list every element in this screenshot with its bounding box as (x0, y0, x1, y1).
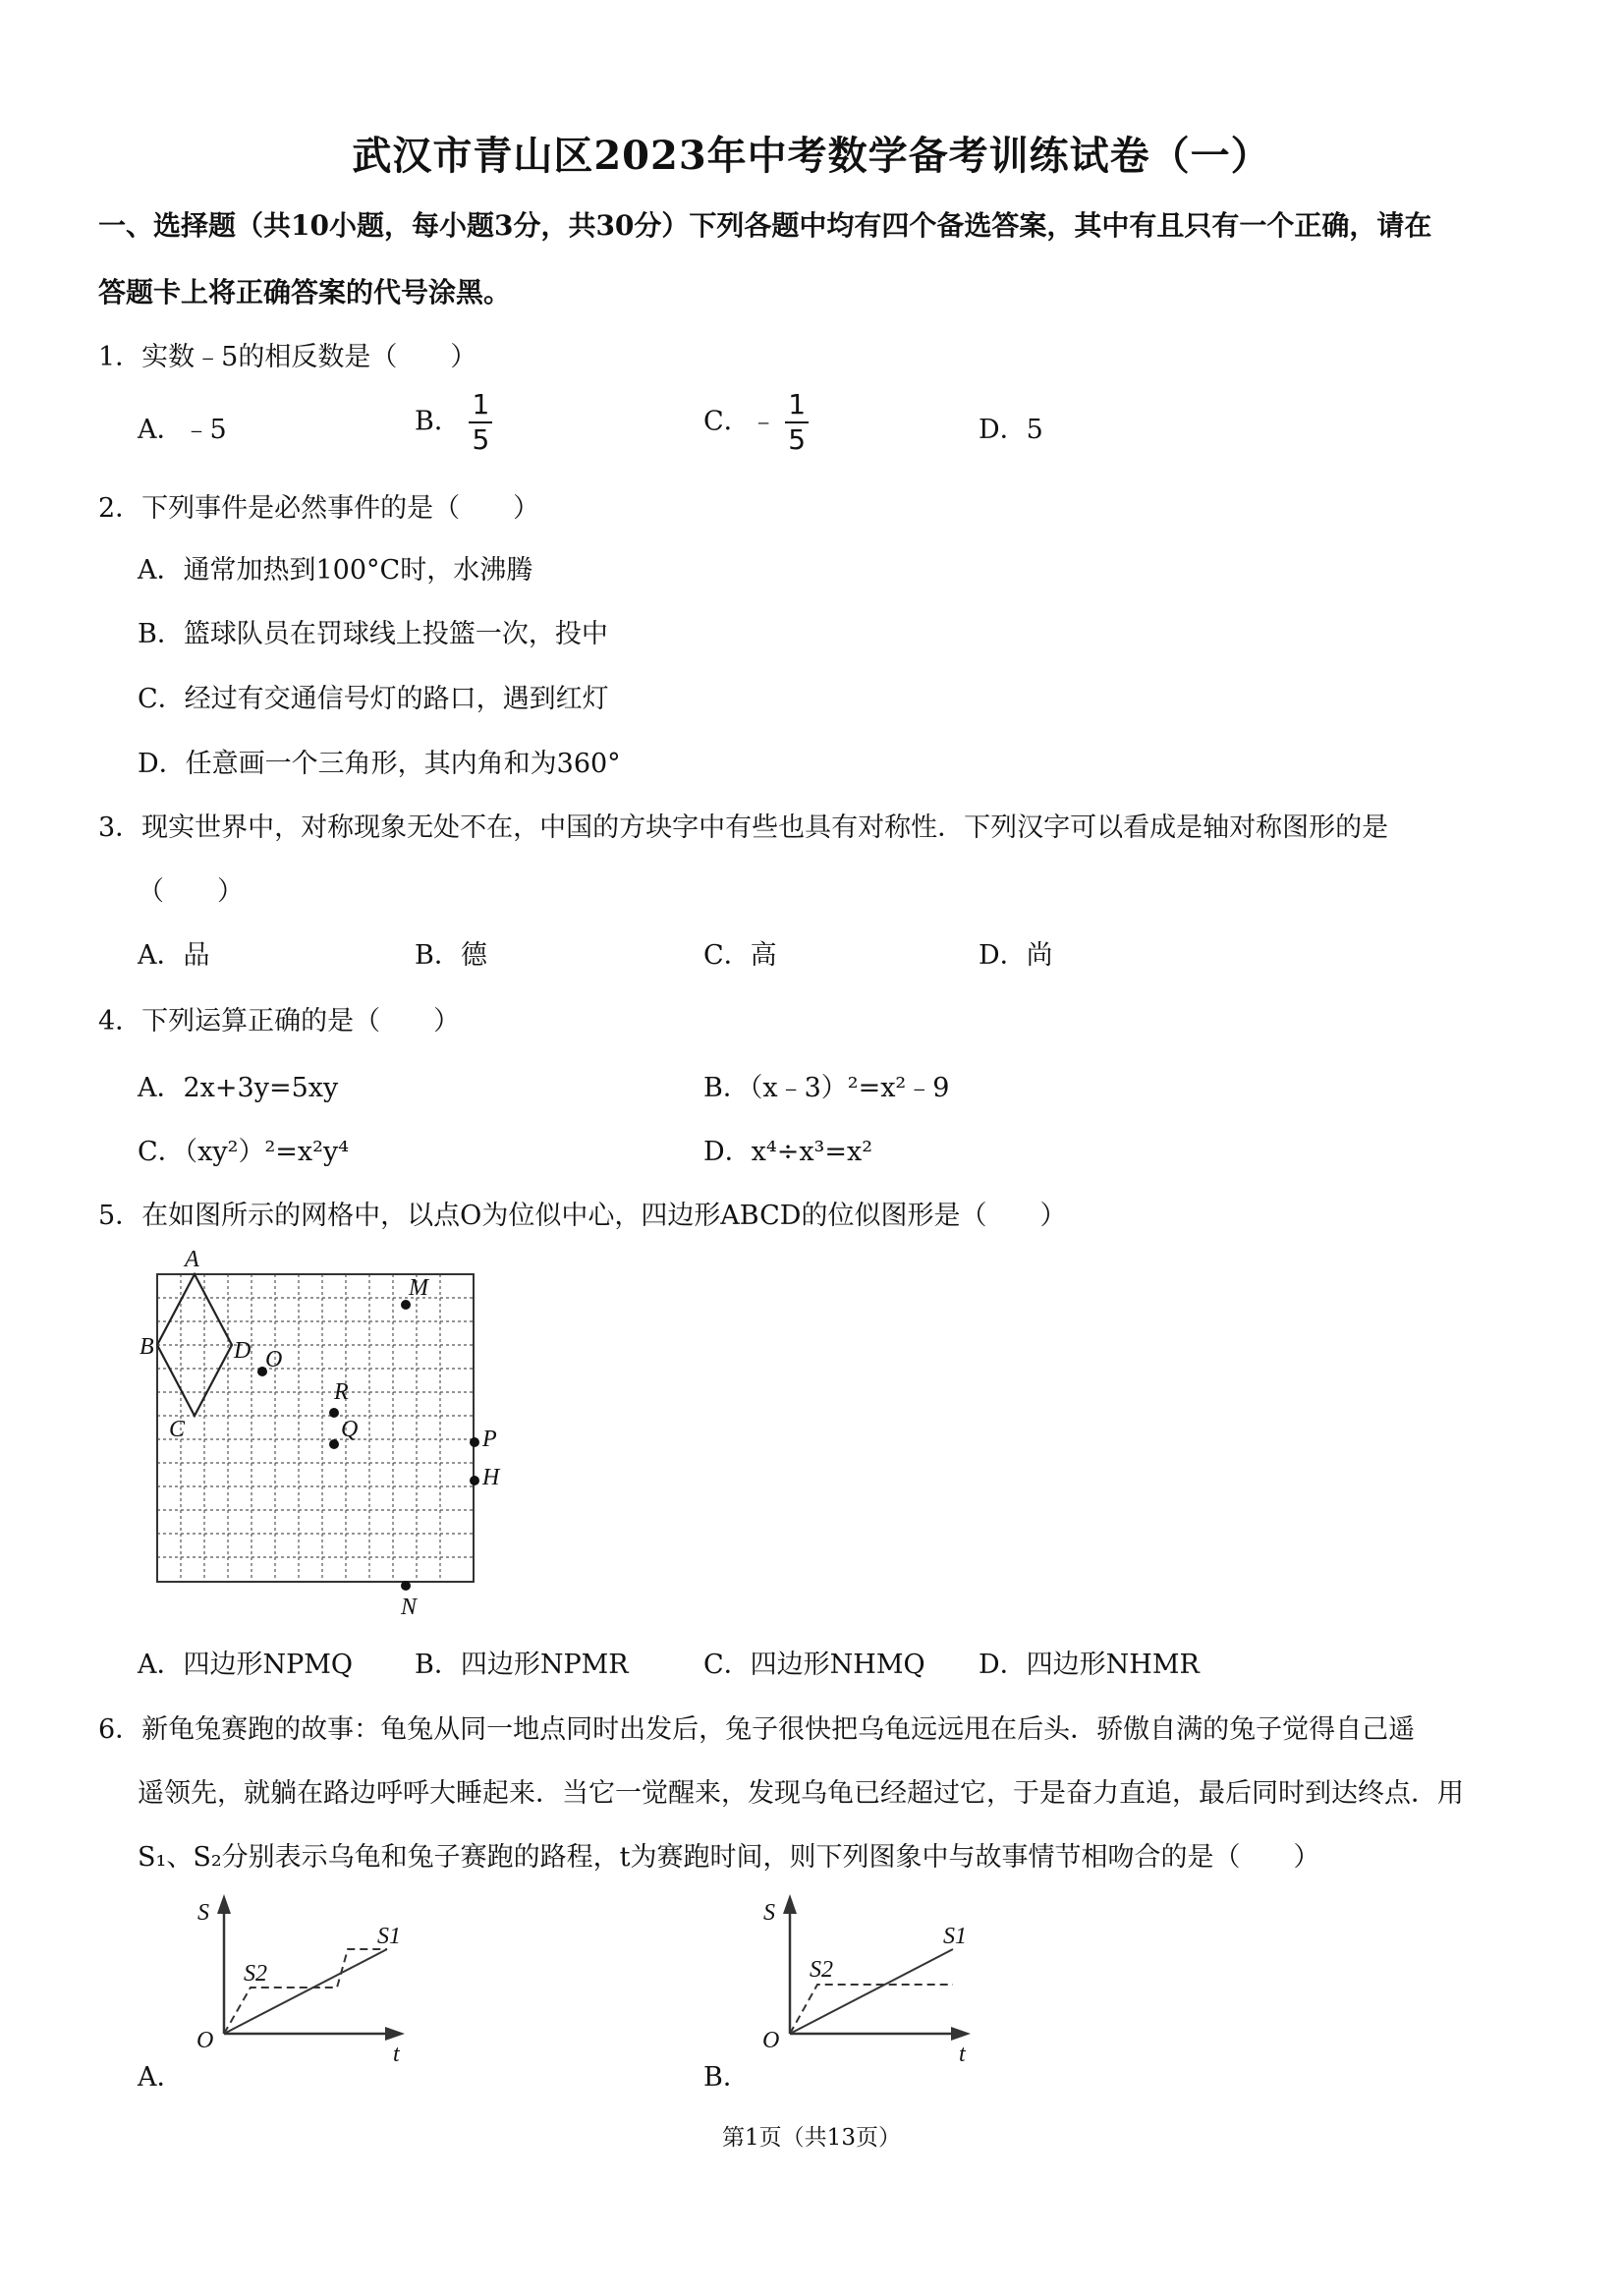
q6a-y-arrow (217, 1894, 231, 1914)
q5-point-q (329, 1439, 339, 1449)
q6a-label-t: t (393, 2042, 400, 2067)
q6a-label-s2: S2 (244, 1961, 267, 1987)
q2-option-a: A．通常加热到100°C时，水沸腾 (138, 555, 533, 586)
q1-stem: 1．实数﹣5的相反数是（ ） (98, 342, 477, 372)
q5-point-p (470, 1437, 479, 1447)
q5-label-d: D (234, 1338, 252, 1364)
q6b-label-t: t (959, 2042, 966, 2067)
q1-c-numerator: 1 (785, 391, 809, 423)
q5-grid-figure (140, 1240, 500, 1623)
q2-option-b: B．篮球队员在罚球线上投篮一次，投中 (138, 619, 608, 649)
q5-option-c: C．四边形NHMQ (703, 1650, 925, 1680)
q6b-label-o: O (762, 2028, 780, 2053)
q5-option-a: A．四边形NPMQ (138, 1650, 354, 1680)
q5-label-r: R (334, 1379, 349, 1405)
q6-graph-a (177, 1886, 432, 2073)
q3-stem-line2: （ ） (138, 876, 244, 907)
q3-option-b: B．德 (415, 940, 487, 971)
q4-stem: 4．下列运算正确的是（ ） (98, 1006, 461, 1036)
q3-stem-line1: 3．现实世界中，对称现象无处不在，中国的方块字中有些也具有对称性．下列汉字可以看成是轴对称图形的是 (98, 812, 1389, 843)
q1-option-a: A．﹣5 (138, 415, 227, 445)
q4-option-a: A．2x+3y=5xy (138, 1073, 339, 1103)
q5-point-m (401, 1300, 411, 1310)
q4-option-c: C．（xy²）²=x²y⁴ (138, 1137, 350, 1167)
q5-label-n: N (401, 1595, 418, 1620)
q1-option-b (415, 388, 492, 456)
q1-c-denominator: 5 (788, 423, 807, 456)
q5-label-o: O (265, 1347, 283, 1372)
q6b-y-arrow (783, 1894, 797, 1914)
q6b-label-s1: S1 (943, 1924, 967, 1949)
q6b-label-s2: S2 (810, 1957, 833, 1983)
q5-label-q: Q (341, 1417, 359, 1442)
q3-option-d: D．尚 (979, 940, 1053, 971)
q6-option-b: B． (703, 2062, 750, 2093)
q5-option-b: B．四边形NPMR (415, 1650, 629, 1680)
q6-graph-b (743, 1886, 998, 2073)
q5-label-h: H (482, 1465, 500, 1490)
q6-stem-line3: S₁、S₂分别表示乌龟和兔子赛跑的路程，t为赛跑时间，则下列图象中与故事情节相吻合的是（ ） (138, 1842, 1320, 1873)
q2-option-d: D．任意画一个三角形，其内角和为360° (138, 749, 621, 779)
q5-point-n (401, 1581, 411, 1591)
q2-option-c: C．经过有交通信号灯的路口，遇到红灯 (138, 684, 609, 714)
q1-option-d: D．5 (979, 415, 1043, 445)
q5-points (257, 1300, 479, 1591)
q6-option-a: A． (138, 2062, 184, 2093)
q6-stem-line1: 6．新龟兔赛跑的故事：龟兔从同一地点同时出发后，兔子很快把乌龟远远甩在后头．骄傲自满的兔子觉得自己遥 (98, 1714, 1416, 1745)
q5-point-r (329, 1408, 339, 1418)
q4-option-d: D．x⁴÷x³=x² (703, 1137, 873, 1167)
q1-option-c-fraction (785, 388, 809, 456)
q5-stem: 5．在如图所示的网格中，以点O为位似中心，四边形ABCD的位似图形是（ ） (98, 1201, 1067, 1231)
section-instruction-line2: 答题卡上将正确答案的代号涂黑。 (98, 276, 512, 308)
q5-option-d: D．四边形NHMR (979, 1650, 1200, 1680)
q1-option-c-label: C．﹣ (703, 406, 777, 437)
q6a-label-o: O (196, 2028, 214, 2053)
q6a-label-s1: S1 (377, 1924, 401, 1949)
q5-grid-lines (157, 1274, 474, 1582)
q1-option-c (703, 388, 809, 456)
q5-label-c: C (169, 1417, 186, 1442)
q6b-label-s: S (763, 1900, 775, 1926)
q4-option-b: B．（x﹣3）²=x²﹣9 (703, 1073, 950, 1103)
q5-label-a: A (185, 1247, 199, 1272)
q5-label-p: P (482, 1427, 497, 1452)
q2-stem: 2．下列事件是必然事件的是（ ） (98, 493, 540, 524)
q5-label-m: M (409, 1275, 428, 1301)
q5-point-h (470, 1476, 479, 1485)
q1-b-denominator: 5 (472, 423, 490, 456)
page-title: 武汉市青山区2023年中考数学备考训练试卷（一） (352, 133, 1271, 179)
q6-stem-line2: 遥领先，就躺在路边呼呼大睡起来．当它一觉醒来，发现乌龟已经超过它，于是奋力直追，最后同时到达终点．用 (138, 1778, 1464, 1809)
page-footer: 第1页（共13页） (722, 2125, 901, 2151)
q5-label-b: B (140, 1334, 154, 1360)
q1-b-numerator: 1 (469, 391, 492, 423)
q3-option-c: C．高 (703, 940, 777, 971)
q1-option-b-fraction (469, 388, 492, 456)
q6a-x-arrow (385, 2027, 405, 2041)
q6a-label-s: S (197, 1900, 209, 1926)
section-instruction-line1: 一、选择题（共10小题，每小题3分，共30分）下列各题中均有四个备选答案，其中有且只有一个正确，请在 (98, 209, 1432, 242)
q3-option-a: A．品 (138, 940, 210, 971)
q1-option-b-label: B． (415, 406, 461, 437)
q6b-x-arrow (951, 2027, 971, 2041)
